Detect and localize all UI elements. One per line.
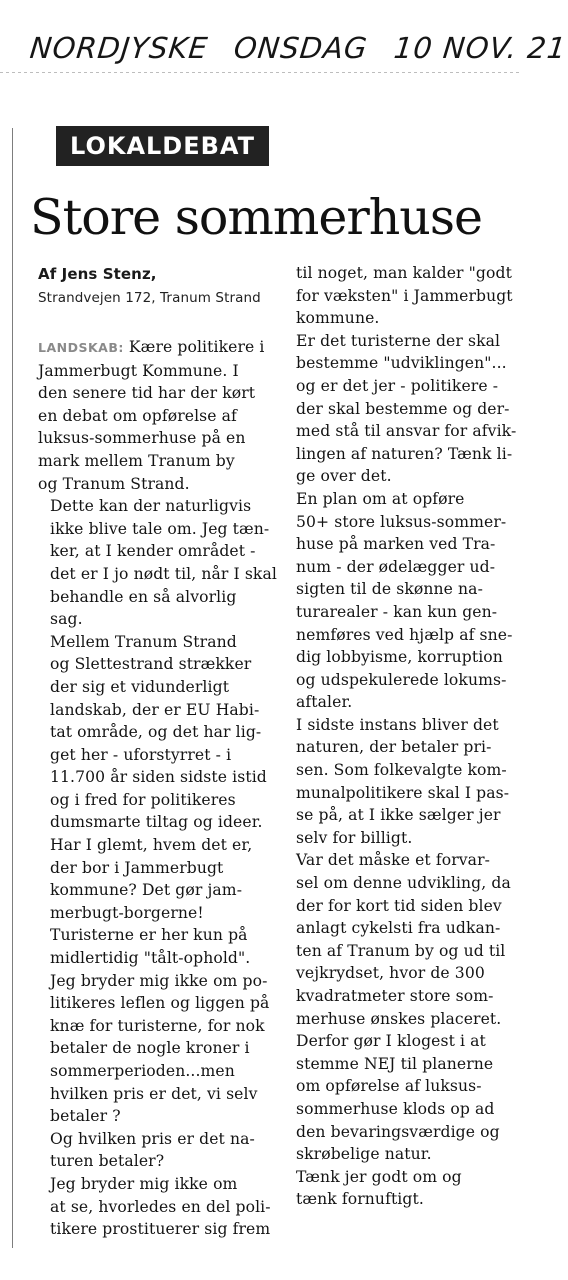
paragraph-line: sommerperioden...men (50, 1062, 235, 1080)
article-paragraph (284, 1030, 512, 1166)
paragraph-line: stemme NEJ til planerne (296, 1054, 494, 1073)
paragraph-line: det er I jo nødt til, når I skal (50, 564, 277, 583)
paragraph-line: Er det turisterne der skal (296, 331, 501, 350)
paragraph-line: der for kort tid siden blev (296, 896, 502, 915)
paragraph-line: sen. Som folkevalgte kom- (296, 761, 507, 780)
paragraph-line: at se, hvorledes en del poli- (50, 1197, 271, 1216)
article-paragraph (38, 1128, 270, 1173)
paragraph-line: og udspekulerede lokums- (296, 670, 507, 689)
article-column-1 (38, 262, 277, 1241)
paragraph-line: og Tranum Strand. (38, 474, 190, 493)
paragraph-line: tat område, og det har lig- (50, 723, 262, 742)
paragraph-line: bestemme "udviklingen"... (296, 354, 507, 373)
paragraph-line-text: Kære politikere i (123, 338, 265, 356)
paragraph-line: turen betaler? (50, 1152, 165, 1171)
paragraph-line: ker, at I kender området - (50, 542, 256, 561)
paragraph-line: ten af Tranum by og ud til (296, 941, 506, 960)
byline-author: Af Jens Stenz, (38, 265, 157, 283)
paragraph-line: sommerhuse klods op ad (296, 1099, 495, 1118)
section-kicker: LOKALDEBAT (56, 126, 269, 166)
paragraph-line: tænk fornuftigt. (296, 1190, 424, 1209)
column-1-paragraphs (38, 336, 277, 1241)
paragraph-line: landskab, der er EU Habi- (50, 700, 260, 719)
paragraph-line: den senere tid har der kørt (38, 384, 256, 403)
topic-label: LANDSKAB: (38, 340, 124, 355)
paragraph-line: midlertidig "tålt-ophold". (50, 949, 251, 968)
paragraph-line (38, 336, 270, 360)
scan-edge-line (0, 72, 519, 73)
paragraph-line: kommune? Det gør jam- (50, 881, 243, 900)
paragraph-line: nemføres ved hjælp af sne- (296, 625, 513, 644)
paragraph-line: til noget, man kalder "godt (296, 264, 512, 282)
paragraph-line: Mellem Tranum Strand (50, 632, 237, 651)
paragraph-line: merhuse ønskes placeret. (296, 1009, 502, 1028)
paragraph-line: om opførelse af luksus- (296, 1077, 482, 1096)
paragraph-line: anlagt cykelsti fra udkan- (296, 919, 501, 938)
paragraph-line: Og hvilken pris er det na- (50, 1129, 255, 1148)
paragraph-line: lingen af naturen? Tænk li- (296, 444, 513, 463)
paragraph-line: en debat om opførelse af (38, 406, 237, 425)
handwritten-source-note (28, 24, 568, 72)
handwritten-weekday: ONSDAG (232, 31, 370, 65)
column-rule (12, 128, 13, 1248)
paragraph-line: der skal bestemme og der- (296, 399, 510, 418)
paragraph-line: skrøbelige natur. (296, 1145, 432, 1164)
paragraph-line: knæ for turisterne, for nok (50, 1016, 265, 1035)
paragraph-line: for væksten" i Jammerbugt (296, 286, 513, 305)
paragraph-line: I sidste instans bliver det (296, 715, 499, 734)
paragraph-line: betaler ? (50, 1107, 121, 1126)
paragraph-line: dumsmarte tiltag og ideer. (50, 813, 263, 832)
article-paragraph (38, 924, 270, 1127)
paragraph-line: der sig et vidunderligt (50, 677, 230, 696)
paragraph-line: Jeg bryder mig ikke om (50, 1174, 238, 1193)
paragraph-line: aftaler. (296, 693, 353, 712)
paragraph-line: tikere prostituerer sig frem (50, 1220, 271, 1239)
paragraph-line: den bevaringsværdige og (296, 1122, 500, 1141)
paragraph-line: Jammerbugt Kommune. I (38, 361, 239, 380)
paragraph-line: Har I glemt, hvem det er, (50, 836, 253, 855)
paragraph-line: 11.700 år siden sidste istid (50, 768, 267, 787)
paragraph-line: der bor i Jammerbugt (50, 858, 224, 877)
paragraph-line: betaler de nogle kroner i (50, 1039, 250, 1058)
paragraph-line: vejkrydset, hvor de 300 (296, 964, 485, 983)
paragraph-line: En plan om at opføre (296, 489, 465, 508)
paragraph-line: selv for billigt. (296, 828, 413, 847)
paragraph-line: Jeg bryder mig ikke om po- (50, 971, 268, 990)
paragraph-line: luksus-sommerhuse på en (38, 429, 246, 448)
paragraph-line: kommune. (296, 309, 380, 328)
handwritten-publication: NORDJYSKE (28, 31, 210, 65)
paragraph-line: kvadratmeter store som- (296, 987, 494, 1005)
paragraph-line: sag. (50, 610, 83, 629)
column-2-paragraphs (284, 262, 517, 1211)
paragraph-line: sel om denne udvikling, da (296, 874, 511, 893)
paragraph-line: Dette kan der naturligvis (50, 497, 252, 516)
paragraph-line: behandle en så alvorlig (50, 587, 237, 606)
paragraph-line: med stå til ansvar for afvik- (296, 422, 517, 441)
byline-address: Strandvejen 172, Tranum Strand (38, 290, 261, 306)
paragraph-line: Var det måske et forvar- (296, 851, 490, 870)
paragraph-line: num - der ødelægger ud- (296, 557, 496, 576)
paragraph-line: dig lobbyisme, korruption (296, 648, 503, 667)
article-paragraph (38, 336, 270, 495)
article-paragraph (284, 714, 512, 850)
article-paragraph (284, 488, 512, 714)
paragraph-line: og er det jer - politikere - (296, 376, 499, 395)
article-headline: Store sommerhuse (30, 189, 483, 246)
paragraph-line: ikke blive tale om. Jeg tæn- (50, 519, 270, 538)
article-paragraph (38, 1173, 270, 1241)
article-column-2 (284, 262, 517, 1211)
paragraph-line: get her - uforstyrret - i (50, 745, 232, 764)
paragraph-line: Tænk jer godt om og (296, 1167, 462, 1186)
paragraph-line: og Slettestrand strækker (50, 655, 252, 674)
paragraph-line: og i fred for politikeres (50, 790, 236, 809)
paragraph-line: ge over det. (296, 467, 392, 486)
article-paragraph (38, 495, 277, 631)
article-paragraph (284, 1166, 512, 1211)
paragraph-line: litikeres leflen og liggen på (50, 994, 270, 1013)
paragraph-line: Derfor gør I klogest i at (296, 1032, 486, 1051)
paragraph-line: sigten til de skønne na- (296, 580, 483, 599)
paragraph-line: se på, at I ikke sælger jer (296, 806, 501, 825)
paragraph-line: munalpolitikere skal I pas- (296, 783, 510, 802)
paragraph-line: huse på marken ved Tra- (296, 535, 496, 554)
article-paragraph (38, 631, 270, 925)
paragraph-line: mark mellem Tranum by (38, 451, 235, 470)
paragraph-line: Turisterne er her kun på (50, 926, 248, 945)
paragraph-line: naturen, der betaler pri- (296, 738, 492, 757)
paragraph-line: turarealer - kan kun gen- (296, 602, 498, 621)
paragraph-line: 50+ store luksus-sommer- (296, 512, 507, 531)
article-paragraph (284, 330, 517, 488)
handwritten-date: 10 NOV. 21 (391, 31, 568, 65)
paragraph-line: hvilken pris er det, vi selv (50, 1084, 258, 1103)
article-paragraph (284, 849, 512, 1030)
paragraph-line: merbugt-borgerne! (50, 903, 204, 922)
article-paragraph (284, 262, 512, 330)
